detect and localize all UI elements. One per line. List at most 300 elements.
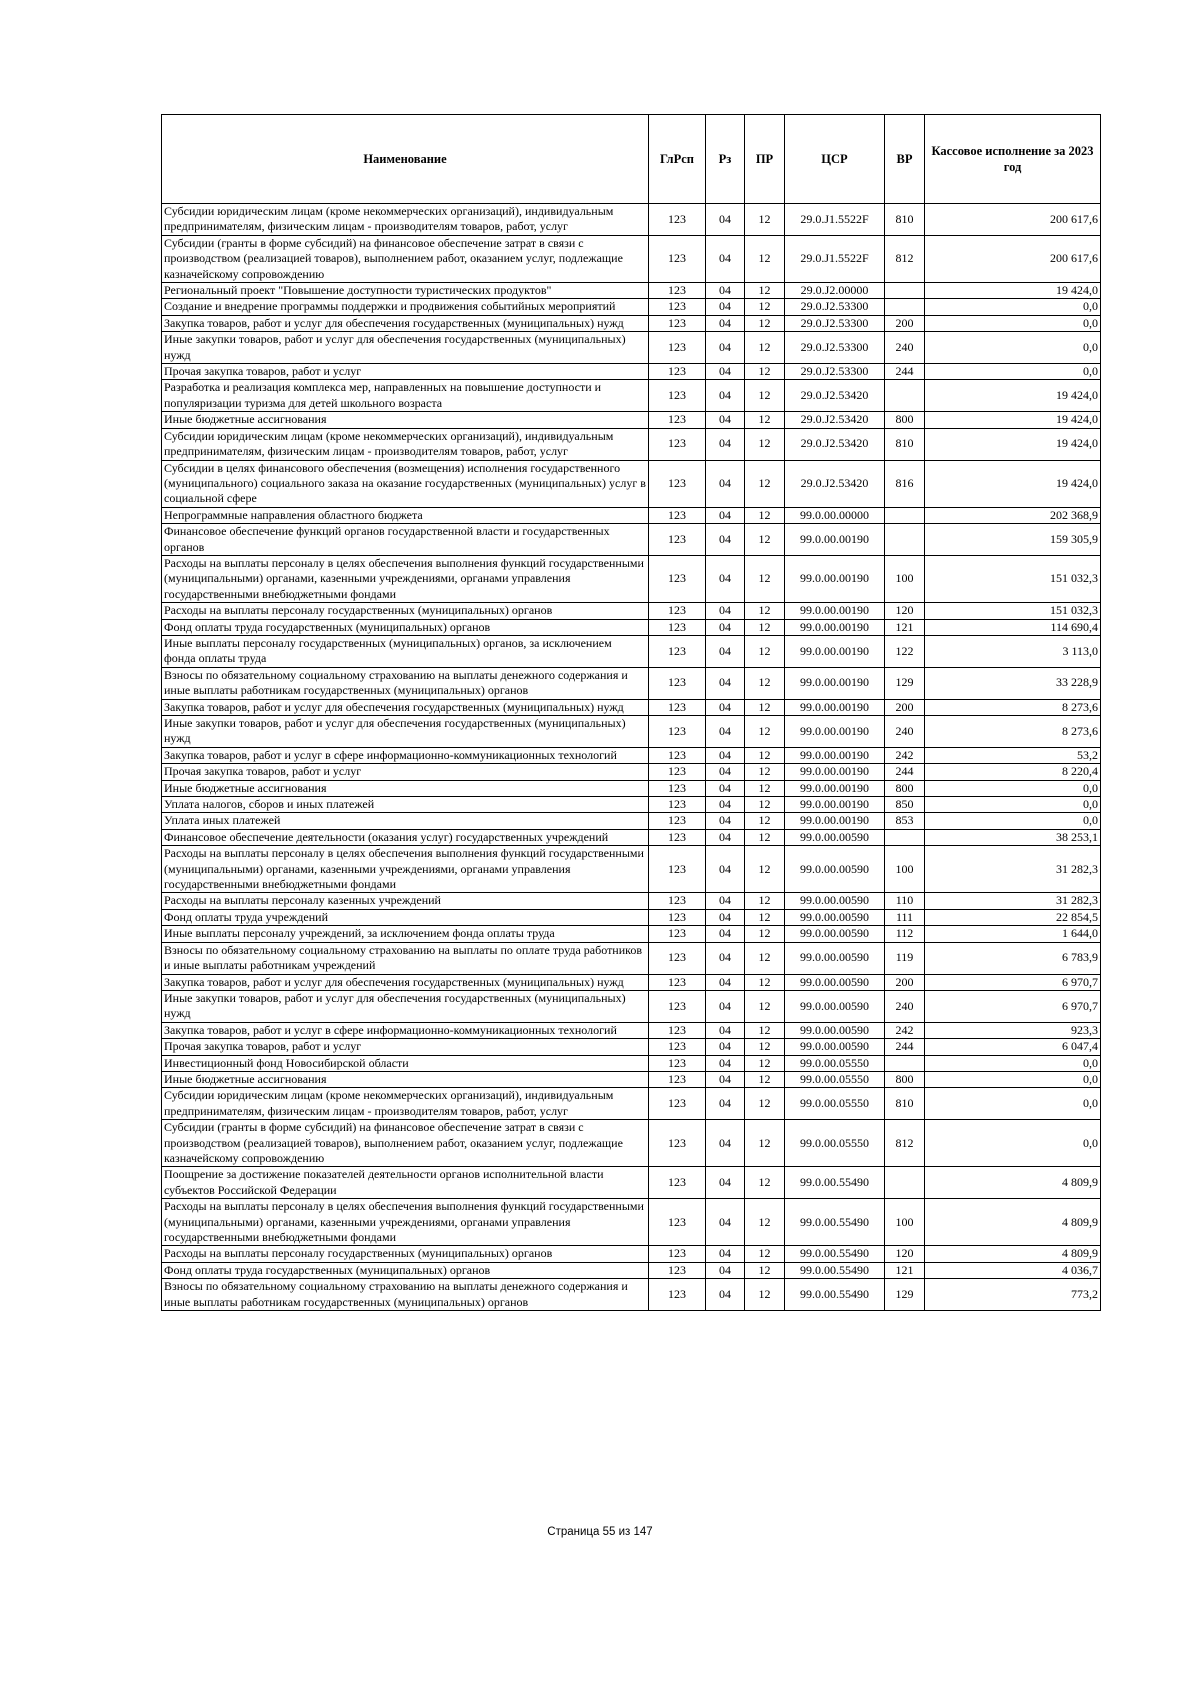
cell-csr: 99.0.00.00190 [785, 619, 885, 635]
cell-amount: 0,0 [925, 364, 1101, 380]
cell-rz: 04 [706, 299, 745, 315]
cell-rz: 04 [706, 1088, 745, 1120]
cell-pr: 12 [745, 764, 785, 780]
cell-vr: 121 [885, 619, 925, 635]
cell-amount: 6 047,4 [925, 1039, 1101, 1055]
cell-amount: 202 368,9 [925, 507, 1101, 523]
cell-rz: 04 [706, 460, 745, 507]
table-row [162, 699, 1101, 715]
cell-glrsp: 123 [649, 364, 706, 380]
cell-pr: 12 [745, 428, 785, 460]
cell-rz: 04 [706, 412, 745, 428]
cell-vr: 200 [885, 699, 925, 715]
cell-pr: 12 [745, 555, 785, 602]
header-row [162, 115, 1101, 204]
cell-pr: 12 [745, 1022, 785, 1038]
cell-csr: 99.0.00.00590 [785, 846, 885, 893]
table-row [162, 555, 1101, 602]
cell-name: Расходы на выплаты персоналу в целях обеспечения выполнения функций государственными (муниципальными) органами, казенными учреждениями, органами управления государственными внебюджетными фондами [162, 1199, 649, 1246]
table-row [162, 1120, 1101, 1167]
table-row [162, 524, 1101, 556]
cell-csr: 29.0.J2.53420 [785, 380, 885, 412]
cell-pr: 12 [745, 974, 785, 990]
cell-csr: 29.0.J2.53420 [785, 412, 885, 428]
cell-vr: 800 [885, 780, 925, 796]
cell-rz: 04 [706, 780, 745, 796]
cell-csr: 29.0.J2.53420 [785, 460, 885, 507]
cell-glrsp: 123 [649, 829, 706, 845]
cell-pr: 12 [745, 909, 785, 925]
table-row [162, 460, 1101, 507]
cell-glrsp: 123 [649, 283, 706, 299]
cell-amount: 159 305,9 [925, 524, 1101, 556]
table-row [162, 1262, 1101, 1278]
cell-pr: 12 [745, 332, 785, 364]
cell-csr: 99.0.00.00190 [785, 699, 885, 715]
cell-amount: 19 424,0 [925, 380, 1101, 412]
cell-name: Непрограммные направления областного бюджета [162, 507, 649, 523]
cell-name: Поощрение за достижение показателей деятельности органов исполнительной власти субъектов Российской Федерации [162, 1167, 649, 1199]
cell-glrsp: 123 [649, 747, 706, 763]
cell-rz: 04 [706, 1167, 745, 1199]
cell-name: Создание и внедрение программы поддержки и продвижения событийных мероприятий [162, 299, 649, 315]
cell-glrsp: 123 [649, 1022, 706, 1038]
cell-pr: 12 [745, 990, 785, 1022]
cell-pr: 12 [745, 412, 785, 428]
cell-rz: 04 [706, 1120, 745, 1167]
cell-pr: 12 [745, 1167, 785, 1199]
cell-csr: 99.0.00.00590 [785, 926, 885, 942]
cell-amount: 0,0 [925, 299, 1101, 315]
cell-pr: 12 [745, 942, 785, 974]
cell-glrsp: 123 [649, 1199, 706, 1246]
cell-csr: 99.0.00.55490 [785, 1199, 885, 1246]
budget-execution-table [161, 114, 1101, 1311]
cell-rz: 04 [706, 364, 745, 380]
cell-csr: 29.0.J2.00000 [785, 283, 885, 299]
table-body [162, 204, 1101, 1311]
cell-amount: 33 228,9 [925, 667, 1101, 699]
cell-vr: 121 [885, 1262, 925, 1278]
cell-glrsp: 123 [649, 507, 706, 523]
cell-glrsp: 123 [649, 764, 706, 780]
cell-pr: 12 [745, 315, 785, 331]
cell-glrsp: 123 [649, 1039, 706, 1055]
table-row [162, 1071, 1101, 1087]
cell-csr: 29.0.J1.5522F [785, 204, 885, 236]
cell-rz: 04 [706, 507, 745, 523]
cell-glrsp: 123 [649, 813, 706, 829]
table-row [162, 893, 1101, 909]
cell-glrsp: 123 [649, 797, 706, 813]
cell-vr [885, 1055, 925, 1071]
cell-pr: 12 [745, 204, 785, 236]
cell-pr: 12 [745, 635, 785, 667]
cell-name: Закупка товаров, работ и услуг для обеспечения государственных (муниципальных) нужд [162, 974, 649, 990]
cell-name: Закупка товаров, работ и услуг в сфере информационно-коммуникационных технологий [162, 747, 649, 763]
table-row [162, 846, 1101, 893]
table-row [162, 603, 1101, 619]
cell-amount: 773,2 [925, 1279, 1101, 1311]
cell-amount: 53,2 [925, 747, 1101, 763]
cell-name: Фонд оплаты труда учреждений [162, 909, 649, 925]
cell-vr: 100 [885, 846, 925, 893]
cell-amount: 19 424,0 [925, 283, 1101, 299]
cell-name: Закупка товаров, работ и услуг для обеспечения государственных (муниципальных) нужд [162, 315, 649, 331]
cell-csr: 99.0.00.00590 [785, 990, 885, 1022]
cell-vr: 800 [885, 1071, 925, 1087]
cell-glrsp: 123 [649, 1246, 706, 1262]
cell-rz: 04 [706, 555, 745, 602]
cell-amount: 151 032,3 [925, 603, 1101, 619]
cell-amount: 4 809,9 [925, 1246, 1101, 1262]
cell-name: Взносы по обязательному социальному страхованию на выплаты по оплате труда работников и иные выплаты работникам учреждений [162, 942, 649, 974]
cell-glrsp: 123 [649, 315, 706, 331]
cell-csr: 99.0.00.00590 [785, 893, 885, 909]
cell-name: Иные выплаты персоналу государственных (муниципальных) органов, за исключением фонда оплаты труда [162, 635, 649, 667]
table-row [162, 1167, 1101, 1199]
cell-pr: 12 [745, 813, 785, 829]
cell-pr: 12 [745, 603, 785, 619]
cell-amount: 8 273,6 [925, 699, 1101, 715]
cell-rz: 04 [706, 909, 745, 925]
cell-glrsp: 123 [649, 1167, 706, 1199]
cell-glrsp: 123 [649, 893, 706, 909]
table-row [162, 635, 1101, 667]
cell-pr: 12 [745, 1262, 785, 1278]
cell-amount: 114 690,4 [925, 619, 1101, 635]
cell-glrsp: 123 [649, 846, 706, 893]
header-pr: ПР [745, 115, 785, 204]
cell-name: Финансовое обеспечение функций органов государственной власти и государственных органов [162, 524, 649, 556]
table-row [162, 380, 1101, 412]
cell-glrsp: 123 [649, 1262, 706, 1278]
cell-pr: 12 [745, 1088, 785, 1120]
table-row [162, 974, 1101, 990]
cell-amount: 0,0 [925, 1088, 1101, 1120]
cell-csr: 99.0.00.55490 [785, 1246, 885, 1262]
table-row [162, 667, 1101, 699]
table-row [162, 315, 1101, 331]
cell-glrsp: 123 [649, 555, 706, 602]
cell-pr: 12 [745, 283, 785, 299]
cell-amount: 1 644,0 [925, 926, 1101, 942]
cell-pr: 12 [745, 1055, 785, 1071]
cell-csr: 99.0.00.05550 [785, 1088, 885, 1120]
cell-pr: 12 [745, 716, 785, 748]
cell-amount: 0,0 [925, 813, 1101, 829]
cell-pr: 12 [745, 829, 785, 845]
cell-pr: 12 [745, 1071, 785, 1087]
cell-pr: 12 [745, 846, 785, 893]
cell-rz: 04 [706, 893, 745, 909]
cell-pr: 12 [745, 619, 785, 635]
cell-glrsp: 123 [649, 235, 706, 282]
cell-csr: 99.0.00.55490 [785, 1262, 885, 1278]
cell-csr: 99.0.00.00590 [785, 1022, 885, 1038]
cell-rz: 04 [706, 764, 745, 780]
cell-vr: 800 [885, 412, 925, 428]
cell-rz: 04 [706, 1262, 745, 1278]
cell-csr: 99.0.00.00190 [785, 813, 885, 829]
cell-name: Иные бюджетные ассигнования [162, 1071, 649, 1087]
cell-name: Субсидии (гранты в форме субсидий) на финансовое обеспечение затрат в связи с производством (реализацией товаров), выполнением работ, оказанием услуг, подлежащие казначейскому сопровождению [162, 1120, 649, 1167]
table-row [162, 716, 1101, 748]
cell-rz: 04 [706, 1055, 745, 1071]
cell-amount: 4 036,7 [925, 1262, 1101, 1278]
cell-pr: 12 [745, 524, 785, 556]
header-rz: Рз [706, 115, 745, 204]
cell-rz: 04 [706, 235, 745, 282]
cell-amount: 200 617,6 [925, 204, 1101, 236]
cell-rz: 04 [706, 974, 745, 990]
cell-name: Финансовое обеспечение деятельности (оказания услуг) государственных учреждений [162, 829, 649, 845]
cell-vr: 111 [885, 909, 925, 925]
cell-vr [885, 299, 925, 315]
table-row [162, 909, 1101, 925]
cell-csr: 99.0.00.00190 [785, 797, 885, 813]
cell-rz: 04 [706, 829, 745, 845]
cell-csr: 99.0.00.00590 [785, 909, 885, 925]
cell-glrsp: 123 [649, 428, 706, 460]
cell-glrsp: 123 [649, 619, 706, 635]
cell-csr: 29.0.J2.53300 [785, 364, 885, 380]
cell-name: Разработка и реализация комплекса мер, направленных на повышение доступности и популяризации туризма для детей школьного возраста [162, 380, 649, 412]
table-row [162, 283, 1101, 299]
cell-rz: 04 [706, 990, 745, 1022]
table-row [162, 1039, 1101, 1055]
cell-name: Закупка товаров, работ и услуг в сфере информационно-коммуникационных технологий [162, 1022, 649, 1038]
table-row [162, 797, 1101, 813]
cell-amount: 6 970,7 [925, 990, 1101, 1022]
cell-pr: 12 [745, 1039, 785, 1055]
cell-amount: 200 617,6 [925, 235, 1101, 282]
cell-amount: 4 809,9 [925, 1167, 1101, 1199]
cell-vr [885, 524, 925, 556]
cell-glrsp: 123 [649, 1055, 706, 1071]
cell-csr: 99.0.00.00590 [785, 942, 885, 974]
cell-vr: 810 [885, 428, 925, 460]
table-row [162, 428, 1101, 460]
cell-csr: 99.0.00.05550 [785, 1071, 885, 1087]
cell-glrsp: 123 [649, 603, 706, 619]
cell-name: Субсидии юридическим лицам (кроме некоммерческих организаций), индивидуальным предпринимателям, физическим лицам - производителям товаров, работ, услуг [162, 204, 649, 236]
table-row [162, 235, 1101, 282]
cell-pr: 12 [745, 699, 785, 715]
cell-glrsp: 123 [649, 974, 706, 990]
table-row [162, 926, 1101, 942]
cell-vr: 240 [885, 990, 925, 1022]
cell-name: Субсидии в целях финансового обеспечения (возмещения) исполнения государственного (муниципального) социального заказа на оказание государственных (муниципальных) услуг в социальной сфере [162, 460, 649, 507]
cell-name: Прочая закупка товаров, работ и услуг [162, 364, 649, 380]
cell-glrsp: 123 [649, 909, 706, 925]
cell-pr: 12 [745, 1246, 785, 1262]
cell-csr: 99.0.00.00590 [785, 1039, 885, 1055]
cell-glrsp: 123 [649, 990, 706, 1022]
cell-glrsp: 123 [649, 380, 706, 412]
cell-vr: 122 [885, 635, 925, 667]
cell-vr: 112 [885, 926, 925, 942]
cell-vr: 200 [885, 315, 925, 331]
table-row [162, 764, 1101, 780]
table-row [162, 780, 1101, 796]
cell-vr: 129 [885, 667, 925, 699]
cell-pr: 12 [745, 235, 785, 282]
cell-csr: 29.0.J1.5522F [785, 235, 885, 282]
cell-amount: 0,0 [925, 1055, 1101, 1071]
cell-glrsp: 123 [649, 412, 706, 428]
cell-csr: 99.0.00.00190 [785, 524, 885, 556]
cell-rz: 04 [706, 1246, 745, 1262]
header-amount: Кассовое исполнение за 2023 год [925, 115, 1101, 204]
cell-vr: 816 [885, 460, 925, 507]
header-vr: ВР [885, 115, 925, 204]
cell-vr: 240 [885, 716, 925, 748]
cell-glrsp: 123 [649, 332, 706, 364]
cell-name: Фонд оплаты труда государственных (муниципальных) органов [162, 1262, 649, 1278]
cell-name: Субсидии юридическим лицам (кроме некоммерческих организаций), индивидуальным предпринимателям, физическим лицам - производителям товаров, работ, услуг [162, 1088, 649, 1120]
cell-pr: 12 [745, 380, 785, 412]
cell-csr: 99.0.00.00190 [785, 716, 885, 748]
cell-name: Расходы на выплаты персоналу в целях обеспечения выполнения функций государственными (муниципальными) органами, казенными учреждениями, органами управления государственными внебюджетными фондами [162, 846, 649, 893]
table-row [162, 1199, 1101, 1246]
cell-rz: 04 [706, 283, 745, 299]
cell-csr: 99.0.00.55490 [785, 1167, 885, 1199]
cell-glrsp: 123 [649, 1071, 706, 1087]
cell-rz: 04 [706, 942, 745, 974]
cell-amount: 6 783,9 [925, 942, 1101, 974]
cell-vr: 853 [885, 813, 925, 829]
cell-name: Уплата иных платежей [162, 813, 649, 829]
cell-name: Расходы на выплаты персоналу государственных (муниципальных) органов [162, 603, 649, 619]
cell-vr: 242 [885, 1022, 925, 1038]
cell-rz: 04 [706, 813, 745, 829]
cell-amount: 0,0 [925, 332, 1101, 364]
cell-vr: 240 [885, 332, 925, 364]
cell-csr: 99.0.00.00190 [785, 635, 885, 667]
header-name: Наименование [162, 115, 649, 204]
cell-amount: 8 220,4 [925, 764, 1101, 780]
cell-amount: 0,0 [925, 797, 1101, 813]
cell-amount: 22 854,5 [925, 909, 1101, 925]
cell-csr: 99.0.00.00190 [785, 747, 885, 763]
cell-name: Прочая закупка товаров, работ и услуг [162, 764, 649, 780]
cell-rz: 04 [706, 524, 745, 556]
cell-csr: 29.0.J2.53300 [785, 299, 885, 315]
table-row [162, 332, 1101, 364]
cell-amount: 31 282,3 [925, 846, 1101, 893]
cell-vr: 129 [885, 1279, 925, 1311]
cell-csr: 99.0.00.00590 [785, 974, 885, 990]
cell-rz: 04 [706, 1279, 745, 1311]
cell-glrsp: 123 [649, 667, 706, 699]
cell-amount: 19 424,0 [925, 428, 1101, 460]
cell-glrsp: 123 [649, 1120, 706, 1167]
table-row [162, 1088, 1101, 1120]
cell-vr: 120 [885, 603, 925, 619]
cell-rz: 04 [706, 603, 745, 619]
cell-vr: 812 [885, 1120, 925, 1167]
cell-amount: 38 253,1 [925, 829, 1101, 845]
cell-vr: 110 [885, 893, 925, 909]
cell-name: Субсидии юридическим лицам (кроме некоммерческих организаций), индивидуальным предпринимателям, физическим лицам - производителям товаров, работ, услуг [162, 428, 649, 460]
table-row [162, 299, 1101, 315]
cell-rz: 04 [706, 315, 745, 331]
cell-name: Иные закупки товаров, работ и услуг для обеспечения государственных (муниципальных) нужд [162, 332, 649, 364]
table-row [162, 204, 1101, 236]
cell-glrsp: 123 [649, 1279, 706, 1311]
cell-csr: 99.0.00.00190 [785, 764, 885, 780]
cell-rz: 04 [706, 1039, 745, 1055]
cell-vr [885, 1167, 925, 1199]
cell-amount: 3 113,0 [925, 635, 1101, 667]
table-row [162, 1246, 1101, 1262]
cell-rz: 04 [706, 619, 745, 635]
table-row [162, 813, 1101, 829]
cell-rz: 04 [706, 667, 745, 699]
cell-vr: 100 [885, 1199, 925, 1246]
cell-csr: 29.0.J2.53300 [785, 315, 885, 331]
header-glrsp: ГлРсп [649, 115, 706, 204]
cell-name: Взносы по обязательному социальному страхованию на выплаты денежного содержания и иные выплаты работникам государственных (муниципальных) органов [162, 1279, 649, 1311]
cell-pr: 12 [745, 507, 785, 523]
cell-glrsp: 123 [649, 716, 706, 748]
cell-rz: 04 [706, 747, 745, 763]
cell-rz: 04 [706, 332, 745, 364]
cell-glrsp: 123 [649, 926, 706, 942]
cell-pr: 12 [745, 1120, 785, 1167]
cell-rz: 04 [706, 846, 745, 893]
cell-name: Закупка товаров, работ и услуг для обеспечения государственных (муниципальных) нужд [162, 699, 649, 715]
table-row [162, 1022, 1101, 1038]
cell-vr: 242 [885, 747, 925, 763]
cell-name: Иные закупки товаров, работ и услуг для обеспечения государственных (муниципальных) нужд [162, 990, 649, 1022]
cell-glrsp: 123 [649, 780, 706, 796]
cell-name: Уплата налогов, сборов и иных платежей [162, 797, 649, 813]
cell-vr: 119 [885, 942, 925, 974]
cell-glrsp: 123 [649, 204, 706, 236]
cell-amount: 4 809,9 [925, 1199, 1101, 1246]
cell-amount: 0,0 [925, 780, 1101, 796]
cell-name: Фонд оплаты труда государственных (муниципальных) органов [162, 619, 649, 635]
cell-rz: 04 [706, 1022, 745, 1038]
cell-pr: 12 [745, 780, 785, 796]
cell-vr: 200 [885, 974, 925, 990]
cell-csr: 99.0.00.05550 [785, 1120, 885, 1167]
cell-name: Расходы на выплаты персоналу в целях обеспечения выполнения функций государственными (муниципальными) органами, казенными учреждениями, органами управления государственными внебюджетными фондами [162, 555, 649, 602]
table-row [162, 619, 1101, 635]
cell-pr: 12 [745, 797, 785, 813]
cell-csr: 99.0.00.05550 [785, 1055, 885, 1071]
cell-rz: 04 [706, 1199, 745, 1246]
cell-vr: 810 [885, 204, 925, 236]
cell-glrsp: 123 [649, 299, 706, 315]
cell-pr: 12 [745, 667, 785, 699]
cell-name: Иные бюджетные ассигнования [162, 412, 649, 428]
cell-amount: 923,3 [925, 1022, 1101, 1038]
table-row [162, 1279, 1101, 1311]
cell-amount: 6 970,7 [925, 974, 1101, 990]
table-row [162, 364, 1101, 380]
cell-glrsp: 123 [649, 699, 706, 715]
cell-amount: 8 273,6 [925, 716, 1101, 748]
cell-vr: 850 [885, 797, 925, 813]
cell-pr: 12 [745, 299, 785, 315]
cell-vr: 244 [885, 364, 925, 380]
cell-csr: 99.0.00.55490 [785, 1279, 885, 1311]
cell-name: Взносы по обязательному социальному страхованию на выплаты денежного содержания и иные выплаты работникам государственных (муниципальных) органов [162, 667, 649, 699]
cell-amount: 0,0 [925, 1071, 1101, 1087]
